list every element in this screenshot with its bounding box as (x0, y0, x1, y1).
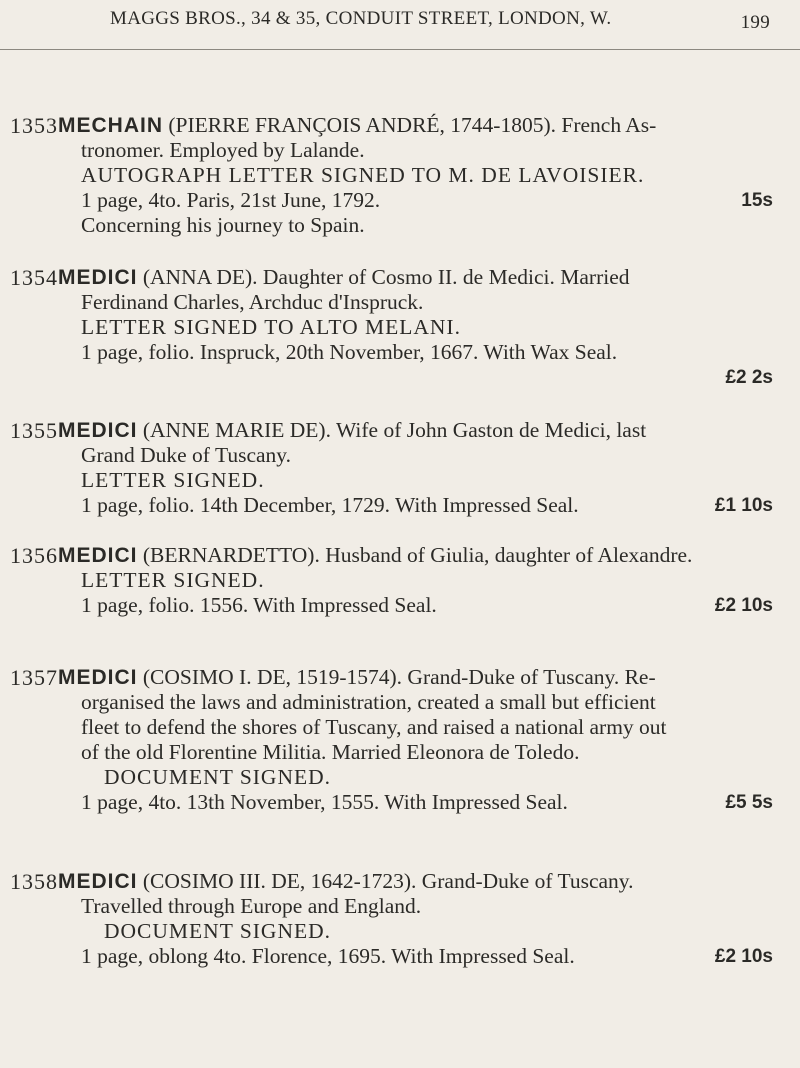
lot-number: 1354 (10, 265, 58, 290)
lot-name: MEDICI (58, 544, 138, 567)
lot-body (58, 418, 773, 518)
lot-description-cont: Travelled through Europe and England. (81, 894, 422, 918)
lot-details: 1 page, folio. 14th December, 1729. With Impressed Seal. (81, 493, 579, 517)
running-header (110, 8, 770, 33)
lot-description: (ANNA DE). Daughter of Cosmo II. de Medici. Married (142, 265, 630, 289)
lot-number: 1355 (10, 418, 58, 443)
lot-price: 15s (741, 190, 773, 211)
lot-name: MEDICI (58, 266, 138, 289)
lot-document-type: DOCUMENT SIGNED. (104, 765, 332, 789)
lot-price: £5 5s (725, 792, 773, 813)
lot-details: 1 page, folio. Inspruck, 20th November, 1667. With Wax Seal. (81, 340, 618, 364)
lot-name: MEDICI (58, 666, 138, 689)
page-number: 199 (740, 12, 770, 33)
lot-description-cont: organised the laws and administration, created a small but efficient (81, 690, 656, 714)
lot-body (58, 869, 773, 969)
lot-details: 1 page, folio. 1556. With Impressed Seal. (81, 593, 437, 617)
lot-body (58, 265, 773, 390)
lot-description: (COSIMO III. DE, 1642-1723). Grand-Duke of Tuscany. (142, 869, 634, 893)
lot-number: 1353 (10, 113, 58, 138)
lot-description-cont: tronomer. Employed by Lalande. (81, 138, 365, 162)
lot-body (58, 543, 773, 618)
lot-number: 1358 (10, 869, 58, 894)
lot-description: (PIERRE FRANÇOIS ANDRÉ, 1744-1805). French As- (168, 113, 657, 137)
lot-description: (COSIMO I. DE, 1519-1574). Grand-Duke of Tuscany. Re- (142, 665, 656, 689)
lot-document-type: LETTER SIGNED. (81, 568, 265, 592)
lot-name: MEDICI (58, 870, 138, 893)
lot-price: £2 2s (725, 367, 773, 388)
lot-description-cont: of the old Florentine Militia. Married Eleonora de Toledo. (81, 740, 580, 764)
lot-details: 1 page, oblong 4to. Florence, 1695. With Impressed Seal. (81, 944, 575, 968)
lot-description-cont: Grand Duke of Tuscany. (81, 443, 292, 467)
lot-description-cont: Ferdinand Charles, Archduc d'Inspruck. (81, 290, 424, 314)
lot-details: 1 page, 4to. Paris, 21st June, 1792. (81, 188, 381, 212)
lot-price: £2 10s (714, 595, 773, 616)
lot-document-type: AUTOGRAPH LETTER SIGNED TO M. DE LAVOISIER. (81, 163, 645, 187)
lot-name: MECHAIN (58, 114, 163, 137)
lot-name: MEDICI (58, 419, 138, 442)
lot-body (58, 113, 773, 238)
lot-number: 1356 (10, 543, 58, 568)
lot-details: 1 page, 4to. 13th November, 1555. With Impressed Seal. (81, 790, 568, 814)
publisher-line: MAGGS BROS., 34 & 35, CONDUIT STREET, LONDON, W. (110, 8, 612, 29)
lot-description-cont: fleet to defend the shores of Tuscany, and raised a national army out (81, 715, 667, 739)
lot-document-type: LETTER SIGNED TO ALTO MELANI. (81, 315, 461, 339)
lot-description: (BERNARDETTO). Husband of Giulia, daughter of Alexandre. (142, 543, 693, 567)
lot-price: £1 10s (714, 495, 773, 516)
lot-note: Concerning his journey to Spain. (81, 213, 365, 237)
lot-number: 1357 (10, 665, 58, 690)
lot-body (58, 665, 773, 815)
lot-document-type: DOCUMENT SIGNED. (104, 919, 332, 943)
lot-price: £2 10s (714, 946, 773, 967)
lot-description: (ANNE MARIE DE). Wife of John Gaston de Medici, last (142, 418, 647, 442)
header-rule (0, 49, 800, 50)
lot-document-type: LETTER SIGNED. (81, 468, 265, 492)
